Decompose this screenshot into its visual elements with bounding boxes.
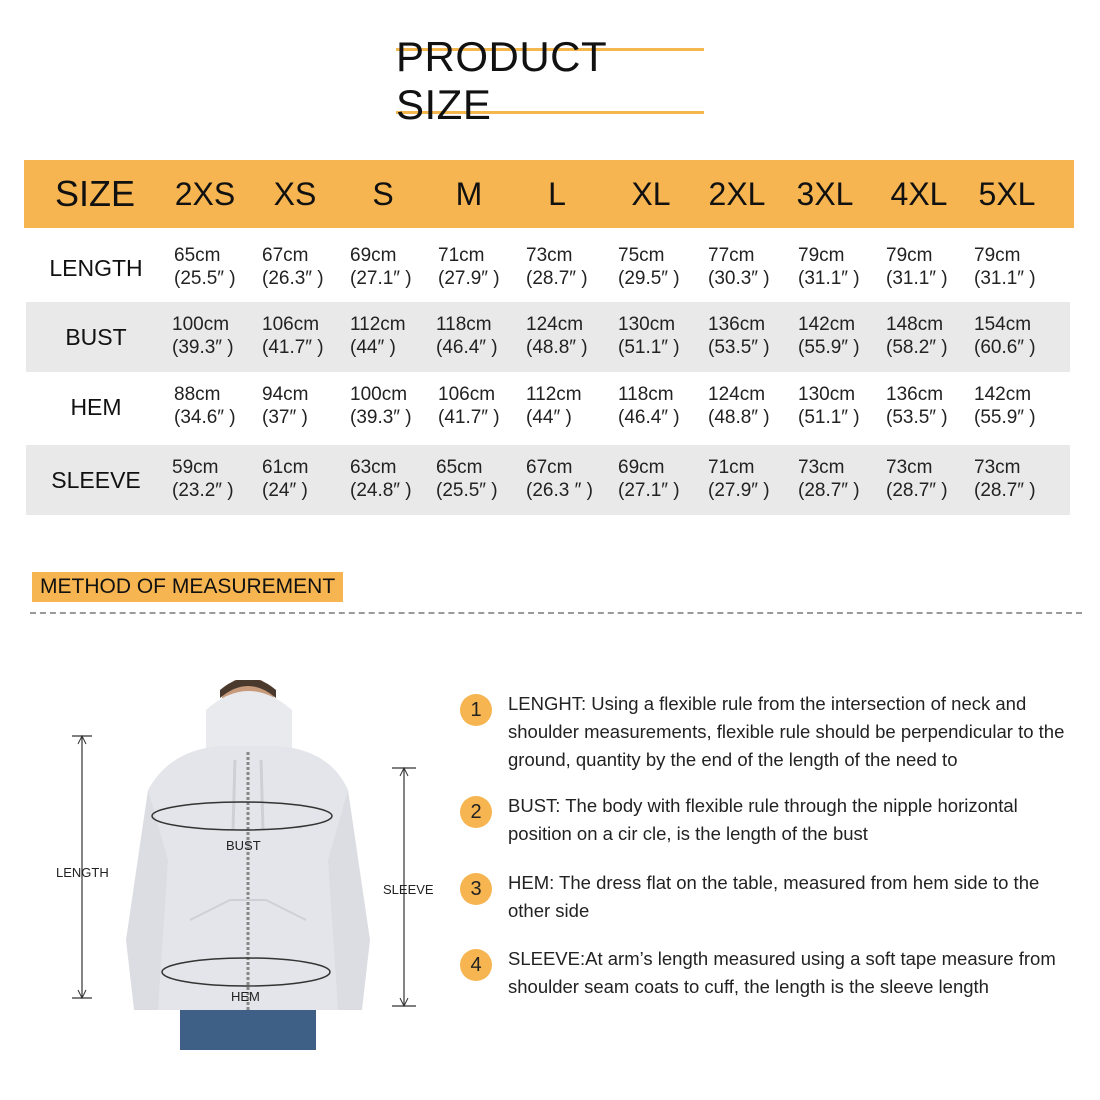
table-cell: 73cm (28.7″ ) [526, 245, 588, 289]
table-cell: 61cm (24″ ) [262, 457, 309, 501]
step-text: SLEEVE:At arm’s length measured using a soft tape measure from shoulder seam coats to cuff, the length is the sleeve length [508, 948, 1056, 997]
header-size: 3XL [796, 175, 854, 212]
table-cell: 79cm (31.1″ ) [798, 245, 860, 289]
table-cell: 71cm (27.9″ ) [708, 457, 770, 501]
table-cell: 154cm (60.6″ ) [974, 314, 1036, 358]
table-cell: 77cm (30.3″ ) [708, 245, 770, 289]
table-cell: 106cm (41.7″ ) [438, 384, 500, 428]
header-size: XS [273, 175, 317, 212]
table-cell: 71cm (27.9″ ) [438, 245, 500, 289]
table-cell: 112cm (44″ ) [526, 384, 582, 428]
header-size: 2XS [174, 175, 236, 212]
table-cell: 118cm (46.4″ ) [618, 384, 680, 428]
header-size: M [455, 175, 483, 212]
measurement-figure [30, 680, 450, 1060]
row-label: BUST [65, 323, 127, 350]
step-number: 4 [460, 949, 492, 981]
table-cell: 118cm (46.4″ ) [436, 314, 498, 358]
header-size: 2XL [708, 175, 766, 212]
figure-label-bust: BUST [226, 838, 261, 853]
method-heading: METHOD OF MEASUREMENT [32, 572, 343, 602]
header-size: S [372, 175, 394, 212]
table-cell: 88cm (34.6″ ) [174, 384, 236, 428]
row-label: HEM [70, 393, 122, 420]
table-cell: 130cm (51.1″ ) [618, 314, 680, 358]
table-cell: 67cm (26.3 ″ ) [526, 457, 593, 501]
section-divider [30, 612, 1082, 614]
table-cell: 73cm (28.7″ ) [886, 457, 948, 501]
figure-label-hem: HEM [231, 989, 260, 1004]
table-cell: 124cm (48.8″ ) [708, 384, 770, 428]
table-cell: 136cm (53.5″ ) [708, 314, 770, 358]
step-text: BUST: The body with flexible rule through the nipple horizontal position on a cir cle, is the length of the bust [508, 795, 1018, 844]
table-cell: 79cm (31.1″ ) [974, 245, 1036, 289]
table-cell: 130cm (51.1″ ) [798, 384, 860, 428]
table-cell: 67cm (26.3″ ) [262, 245, 324, 289]
table-cell: 73cm (28.7″ ) [798, 457, 860, 501]
table-row-hem [26, 372, 1070, 442]
table-cell: 136cm (53.5″ ) [886, 384, 948, 428]
header-size: XL [631, 175, 671, 212]
table-cell: 69cm (27.1″ ) [618, 457, 680, 501]
header-size: 4XL [890, 175, 948, 212]
header-size: 5XL [978, 175, 1036, 212]
table-cell: 148cm (58.2″ ) [886, 314, 948, 358]
table-cell: 100cm (39.3″ ) [172, 314, 234, 358]
table-cell: 65cm (25.5″ ) [174, 245, 236, 289]
row-label: SLEEVE [51, 466, 141, 493]
step-text: LENGHT: Using a flexible rule from the intersection of neck and shoulder measurements, flexible rule should be perpendicular to the ground, quantity by the end of the length of the need to [508, 693, 1065, 770]
step-number: 3 [460, 873, 492, 905]
table-row-sleeve [26, 445, 1070, 515]
header-size-label: SIZE [54, 173, 135, 214]
table-cell: 142cm (55.9″ ) [974, 384, 1036, 428]
table-row-length [26, 233, 1070, 303]
table-cell: 100cm (39.3″ ) [350, 384, 412, 428]
table-cell: 79cm (31.1″ ) [886, 245, 948, 289]
table-cell: 73cm (28.7″ ) [974, 457, 1036, 501]
table-cell: 65cm (25.5″ ) [436, 457, 498, 501]
header-size: L [548, 175, 566, 212]
figure-label-length: LENGTH [56, 865, 109, 880]
table-cell: 75cm (29.5″ ) [618, 245, 680, 289]
row-label: LENGTH [49, 254, 143, 281]
table-cell: 112cm (44″ ) [350, 314, 406, 358]
figure-label-sleeve: SLEEVE [383, 882, 434, 897]
table-row-bust [26, 302, 1070, 372]
table-cell: 124cm (48.8″ ) [526, 314, 588, 358]
step-number: 1 [460, 694, 492, 726]
table-cell: 142cm (55.9″ ) [798, 314, 860, 358]
step-text: HEM: The dress flat on the table, measured from hem side to the other side [508, 872, 1040, 921]
step-number: 2 [460, 796, 492, 828]
page-title: PRODUCT SIZE [396, 33, 607, 128]
table-cell: 106cm (41.7″ ) [262, 314, 324, 358]
table-cell: 63cm (24.8″ ) [350, 457, 412, 501]
table-header [24, 160, 1074, 228]
table-cell: 94cm (37″ ) [262, 384, 309, 428]
title-banner [396, 33, 704, 128]
table-cell: 59cm (23.2″ ) [172, 457, 234, 501]
table-cell: 69cm (27.1″ ) [350, 245, 412, 289]
